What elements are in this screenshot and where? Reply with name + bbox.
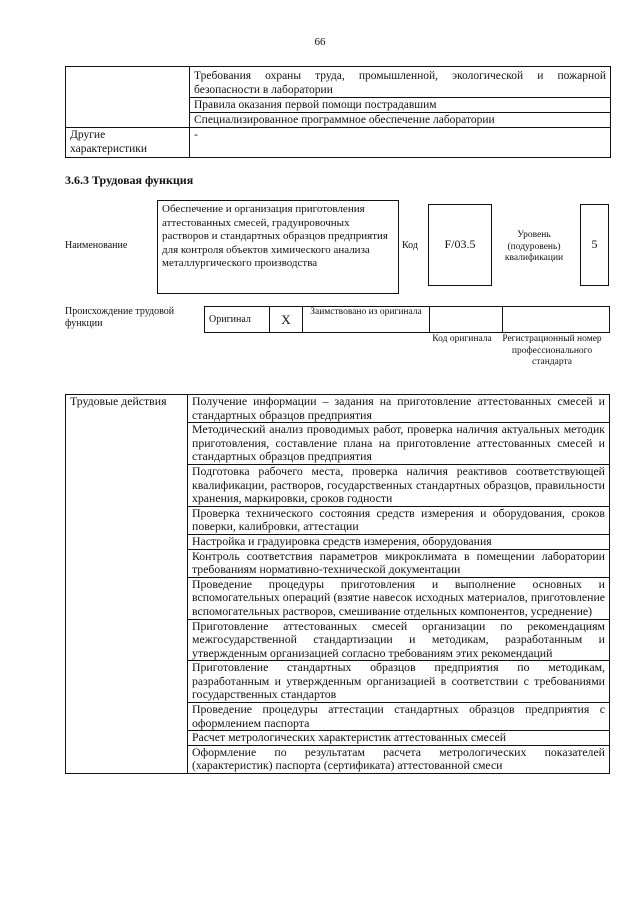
table-row — [66, 395, 610, 423]
labor-action-item: Методический анализ проводимых работ, проверка наличия актуальных методик приготовления, составление плана на приготовление аттестованных смесей и стандартных образцов предприятия — [188, 423, 610, 465]
labor-action-item: Проверка технического состояния средств измерения и оборудования, сроков поверки, калибровки, аттестации — [188, 506, 610, 534]
labor-actions-label: Трудовые действия — [66, 395, 188, 774]
other-characteristics-value: - — [190, 128, 611, 158]
origin-table — [204, 306, 610, 333]
code-original-caption: Код оригинала — [432, 334, 492, 344]
qualification-level: 5 — [580, 204, 609, 286]
labor-action-item: Приготовление аттестованных смесей организации по рекомендациям межгосударственной стандартизации и методикам, разработанным и утвержденным организацией согласно требованиям этих рекомендаций — [188, 619, 610, 661]
table-cell: Требования охраны труда, промышленной, экологической и пожарной безопасности в лаборатории — [190, 67, 611, 98]
labor-action-item: Получение информации – задания на приготовление аттестованных смесей и стандартных образцов предприятия — [188, 395, 610, 423]
origin-label: Происхождение трудовой функции — [65, 306, 175, 329]
name-label: Наименование — [65, 240, 128, 251]
section-title: 3.6.3 Трудовая функция — [65, 173, 194, 187]
labor-action-item: Оформление по результатам расчета метрологических показателей (характеристик) паспорта (сертификата) аттестованной смеси — [188, 745, 610, 773]
labor-action-item: Приготовление стандартных образцов предприятия по методикам, разработанным и утвержденным организацией в соответствии с требованиями государственных стандартов — [188, 661, 610, 703]
labor-action-item: Подготовка рабочего места, проверка наличия реактивов соответствующей квалификации, растворов, государственных стандартных образцов, правильности хранения, маркировки, сроков годности — [188, 464, 610, 506]
labor-actions-table — [65, 394, 610, 774]
reg-number-caption: Регистрационный номер профессионального стандарта — [502, 334, 602, 367]
level-label: Уровень (подуровень) квалификации — [504, 230, 564, 263]
table-cell-empty — [66, 67, 190, 128]
table-row — [205, 307, 610, 333]
original-mark: X — [270, 307, 303, 333]
labor-action-item: Контроль соответствия параметров микроклимата в помещении лаборатории требованиям нормативно-технической документации — [188, 549, 610, 577]
code-label: Код — [402, 240, 418, 251]
labor-action-item: Проведение процедуры аттестации стандартных образцов предприятия с оформлением паспорта — [188, 703, 610, 731]
code-original-cell — [430, 307, 503, 333]
requirements-table — [65, 66, 611, 158]
borrowed-label: Заимствовано из оригинала — [303, 307, 430, 333]
table-cell: Специализированное программное обеспечение лаборатории — [190, 113, 611, 128]
table-row — [66, 128, 611, 158]
labor-action-item: Настройка и градуировка средств измерения, оборудования — [188, 534, 610, 549]
other-characteristics-label: Другие характеристики — [66, 128, 190, 158]
function-code: F/03.5 — [428, 204, 492, 286]
original-label: Оригинал — [205, 307, 270, 333]
function-name: Обеспечение и организация приготовления аттестованных смесей, градуировочных растворов и стандартных образцов предприятия для контроля объектов химического анализа металлургического производства — [157, 200, 399, 294]
table-cell: Правила оказания первой помощи пострадавшим — [190, 98, 611, 113]
labor-action-item: Расчет метрологических характеристик аттестованных смесей — [188, 731, 610, 746]
reg-number-cell — [503, 307, 610, 333]
labor-action-item: Проведение процедуры приготовления и выполнение основных и вспомогательных операций (взятие навесок исходных материалов, приготовление вспомогательных растворов, смешивание отдельных компонентов, усреднение) — [188, 577, 610, 619]
table-row — [66, 67, 611, 98]
page-number: 66 — [314, 36, 326, 48]
